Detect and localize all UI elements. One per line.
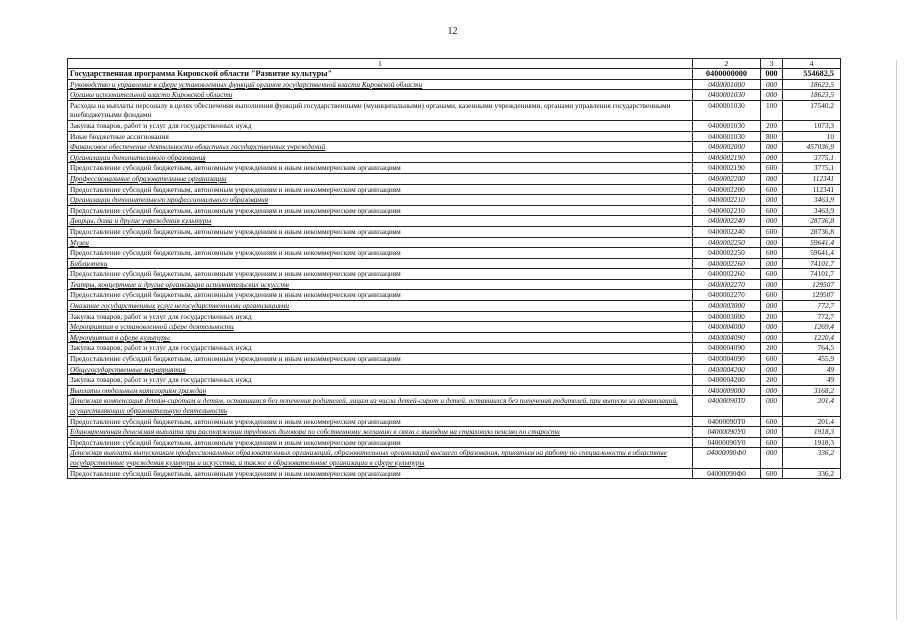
- row-name: Закупка товаров, работ и услуг для государственных нужд: [68, 375, 693, 386]
- row-expense-type: 800: [761, 131, 783, 142]
- table-row: [68, 184, 841, 195]
- row-name: Мероприятия в сфере культуры: [68, 332, 693, 343]
- row-name: Общегосударственные мероприятия: [68, 364, 693, 375]
- row-amount: 772,7: [783, 301, 841, 312]
- table-row: [68, 468, 841, 479]
- row-expense-type: 000: [761, 332, 783, 343]
- row-expense-type: 000: [761, 396, 783, 416]
- row-name: Предоставление субсидий бюджетным, автономным учреждениям и иным некоммерческим организациям: [68, 184, 693, 195]
- row-amount: 59641,4: [783, 237, 841, 248]
- row-expense-type: 200: [761, 375, 783, 386]
- row-amount: 74101,7: [783, 269, 841, 280]
- row-amount: 1269,4: [783, 322, 841, 333]
- row-code: 04000090Т0: [693, 396, 761, 416]
- row-code: 0400002000: [693, 142, 761, 153]
- row-name: Мероприятия в установленной сфере деятельности: [68, 322, 693, 333]
- row-amount: 764,5: [783, 343, 841, 354]
- row-amount: 49: [783, 364, 841, 375]
- row-name: Предоставление субсидий бюджетным, автономным учреждениям и иным некоммерческим организациям: [68, 163, 693, 174]
- row-amount: 1220,4: [783, 332, 841, 343]
- table-row: [68, 290, 841, 301]
- row-expense-type: 000: [761, 79, 783, 90]
- table-row: [68, 269, 841, 280]
- row-code: 0400002210: [693, 195, 761, 206]
- row-name: Библиотеки: [68, 258, 693, 269]
- header-col-1: 1: [68, 59, 693, 69]
- row-amount: 455,9: [783, 354, 841, 365]
- table-row: [68, 354, 841, 365]
- table-row: [68, 195, 841, 206]
- row-expense-type: 000: [761, 448, 783, 468]
- row-code: 0400002200: [693, 184, 761, 195]
- row-code: 0400001000: [693, 79, 761, 90]
- table-row: [68, 142, 841, 153]
- row-amount: 336,2: [783, 468, 841, 479]
- row-name: Предоставление субсидий бюджетным, автономным учреждениям и иным некоммерческим организациям: [68, 205, 693, 216]
- row-name: Единовременная денежная выплата при расторжении трудового договора по собственному желанию в связи с выходом на страховую пенсию по старости: [68, 427, 693, 438]
- table-row: [68, 226, 841, 237]
- row-amount: 28736,8: [783, 216, 841, 227]
- table-row: [68, 90, 841, 101]
- row-amount: 3775,1: [783, 163, 841, 174]
- row-amount: 554682,5: [783, 69, 841, 80]
- row-expense-type: 000: [761, 142, 783, 153]
- row-code: 0400001030: [693, 90, 761, 101]
- table-row: [68, 237, 841, 248]
- table-row: [68, 216, 841, 227]
- row-expense-type: 200: [761, 311, 783, 322]
- row-code: 04000090Ф0: [693, 448, 761, 468]
- row-amount: 112341: [783, 173, 841, 184]
- row-code: 0400002240: [693, 226, 761, 237]
- table-row: [68, 364, 841, 375]
- row-amount: 336,2: [783, 448, 841, 468]
- table-row: [68, 322, 841, 333]
- row-expense-type: 000: [761, 152, 783, 163]
- row-expense-type: 600: [761, 163, 783, 174]
- table-row: [68, 131, 841, 142]
- row-code: 04000090У0: [693, 437, 761, 448]
- row-amount: 112341: [783, 184, 841, 195]
- row-amount: 3463,9: [783, 205, 841, 216]
- row-code: 0400002190: [693, 152, 761, 163]
- row-name: Закупка товаров, работ и услуг для государственных нужд: [68, 120, 693, 131]
- row-code: 0400009000: [693, 385, 761, 396]
- row-name: Денежная компенсация детям-сиротам и детям, оставшимся без попечения родителей, лицам из числа детей-сирот и детей, оставшихся без попечения родителей, при выпуске из организаций, осуществляющих образовательную деятельность: [68, 396, 693, 416]
- row-name: Органы исполнительной власти Кировской области: [68, 90, 693, 101]
- table-row: [68, 311, 841, 322]
- row-expense-type: 600: [761, 416, 783, 427]
- row-name: Театры, концертные и другие организации исполнительских искусств: [68, 279, 693, 290]
- row-expense-type: 000: [761, 301, 783, 312]
- table-row: [68, 385, 841, 396]
- row-code: 0400002240: [693, 216, 761, 227]
- table-header-row: [68, 59, 841, 69]
- row-expense-type: 600: [761, 269, 783, 280]
- table-row: [68, 100, 841, 120]
- row-expense-type: 000: [761, 173, 783, 184]
- row-code: 0400004090: [693, 332, 761, 343]
- row-code: 0400002210: [693, 205, 761, 216]
- row-expense-type: 000: [761, 216, 783, 227]
- row-expense-type: 200: [761, 343, 783, 354]
- row-expense-type: 200: [761, 120, 783, 131]
- row-code: 0400001030: [693, 100, 761, 120]
- budget-table-body: [68, 59, 841, 479]
- row-code: 04000090Т0: [693, 416, 761, 427]
- page-number: 12: [447, 26, 458, 37]
- row-code: 0400004090: [693, 354, 761, 365]
- row-code: 04000090Ф0: [693, 468, 761, 479]
- table-row: [68, 448, 841, 468]
- header-col-3: 3: [761, 59, 783, 69]
- row-name: Предоставление субсидий бюджетным, автономным учреждениям и иным некоммерческим организациям: [68, 269, 693, 280]
- row-expense-type: 000: [761, 427, 783, 438]
- table-row: [68, 163, 841, 174]
- row-expense-type: 600: [761, 226, 783, 237]
- row-name: Организации дополнительного образования: [68, 152, 693, 163]
- row-name: Предоставление субсидий бюджетным, автономным учреждениям и иным некоммерческим организациям: [68, 354, 693, 365]
- row-code: 0400002250: [693, 237, 761, 248]
- row-expense-type: 600: [761, 205, 783, 216]
- row-amount: 201,4: [783, 396, 841, 416]
- table-row: [68, 332, 841, 343]
- row-name: Государственная программа Кировской области "Развитие культуры": [68, 69, 693, 80]
- table-row: [68, 437, 841, 448]
- table-row: [68, 173, 841, 184]
- row-code: 0400002270: [693, 279, 761, 290]
- row-name: Предоставление субсидий бюджетным, автономным учреждениям и иным некоммерческим организациям: [68, 416, 693, 427]
- row-name: Музеи: [68, 237, 693, 248]
- row-amount: 18623,5: [783, 90, 841, 101]
- row-name: Дворцы, дома и другие учреждения культуры: [68, 216, 693, 227]
- row-amount: 28736,8: [783, 226, 841, 237]
- row-code: 0400002200: [693, 173, 761, 184]
- row-amount: 3168,2: [783, 385, 841, 396]
- row-expense-type: 000: [761, 90, 783, 101]
- row-amount: 1073,3: [783, 120, 841, 131]
- table-row: [68, 120, 841, 131]
- row-amount: 49: [783, 375, 841, 386]
- row-code: 0400003000: [693, 301, 761, 312]
- row-expense-type: 600: [761, 248, 783, 259]
- table-row: [68, 301, 841, 312]
- row-amount: 74101,7: [783, 258, 841, 269]
- row-name: Предоставление субсидий бюджетным, автономным учреждениям и иным некоммерческим организациям: [68, 226, 693, 237]
- table-row: [68, 343, 841, 354]
- row-name: Организации дополнительного профессионального образования: [68, 195, 693, 206]
- row-code: 0400001030: [693, 131, 761, 142]
- row-name: Профессиональные образовательные организации: [68, 173, 693, 184]
- row-expense-type: 000: [761, 195, 783, 206]
- row-code: 0400002260: [693, 269, 761, 280]
- row-name: Финансовое обеспечение деятельности областных государственных учреждений: [68, 142, 693, 153]
- table-row: [68, 416, 841, 427]
- row-expense-type: 000: [761, 322, 783, 333]
- row-amount: 129507: [783, 290, 841, 301]
- row-amount: 129507: [783, 279, 841, 290]
- row-code: 0400001030: [693, 120, 761, 131]
- row-code: 0400002250: [693, 248, 761, 259]
- table-row: [68, 152, 841, 163]
- row-code: 04000090У0: [693, 427, 761, 438]
- row-code: 0400004090: [693, 343, 761, 354]
- row-expense-type: 000: [761, 237, 783, 248]
- row-amount: 18623,5: [783, 79, 841, 90]
- row-code: 0400002190: [693, 163, 761, 174]
- row-amount: 1918,3: [783, 437, 841, 448]
- row-amount: 59641,4: [783, 248, 841, 259]
- row-expense-type: 100: [761, 100, 783, 120]
- table-row: [68, 427, 841, 438]
- table-row: [68, 258, 841, 269]
- row-amount: 3775,1: [783, 152, 841, 163]
- row-expense-type: 600: [761, 468, 783, 479]
- row-expense-type: 600: [761, 437, 783, 448]
- row-name: Закупка товаров, работ и услуг для государственных нужд: [68, 343, 693, 354]
- row-code: 0400002270: [693, 290, 761, 301]
- row-name: Выплаты отдельным категориям граждан: [68, 385, 693, 396]
- row-name: Иные бюджетные ассигнования: [68, 131, 693, 142]
- row-amount: 3463,9: [783, 195, 841, 206]
- row-name: Денежная выплата выпускникам профессиональных образовательных организаций, образовательных организаций высшего образования, принятым на работу по специальности в областные государственные учреждения культуры и искусства, а также в образовательные организации в сфере культуры: [68, 448, 693, 468]
- row-name: Оказание государственных услуг негосударственными организациями: [68, 301, 693, 312]
- row-expense-type: 000: [761, 385, 783, 396]
- row-name: Закупка товаров, работ и услуг для государственных нужд: [68, 311, 693, 322]
- row-amount: 17540,2: [783, 100, 841, 120]
- table-row: [68, 375, 841, 386]
- header-col-2: 2: [693, 59, 761, 69]
- row-name: Предоставление субсидий бюджетным, автономным учреждениям и иным некоммерческим организациям: [68, 468, 693, 479]
- table-row: [68, 205, 841, 216]
- row-code: 0400004000: [693, 322, 761, 333]
- row-code: 0400003000: [693, 311, 761, 322]
- row-name: Предоставление субсидий бюджетным, автономным учреждениям и иным некоммерческим организациям: [68, 248, 693, 259]
- row-name: Предоставление субсидий бюджетным, автономным учреждениям и иным некоммерческим организациям: [68, 437, 693, 448]
- row-code: 0400002260: [693, 258, 761, 269]
- table-row: [68, 279, 841, 290]
- row-expense-type: 000: [761, 279, 783, 290]
- table-row: [68, 396, 841, 416]
- table-row: [68, 69, 841, 80]
- row-amount: 201,4: [783, 416, 841, 427]
- row-expense-type: 600: [761, 354, 783, 365]
- table-row: [68, 248, 841, 259]
- row-amount: 772,7: [783, 311, 841, 322]
- row-name: Руководство и управление в сфере установленных функций органов государственной власти Кировской области: [68, 79, 693, 90]
- row-expense-type: 600: [761, 290, 783, 301]
- row-name: Предоставление субсидий бюджетным, автономным учреждениям и иным некоммерческим организациям: [68, 290, 693, 301]
- row-amount: 457036,9: [783, 142, 841, 153]
- row-expense-type: 000: [761, 69, 783, 80]
- row-expense-type: 600: [761, 184, 783, 195]
- row-expense-type: 000: [761, 258, 783, 269]
- row-code: 0400004200: [693, 364, 761, 375]
- row-code: 0400004200: [693, 375, 761, 386]
- header-col-4: 4: [783, 59, 841, 69]
- row-amount: 10: [783, 131, 841, 142]
- budget-table: [67, 58, 841, 479]
- row-amount: 1918,3: [783, 427, 841, 438]
- row-code: 0400000000: [693, 69, 761, 80]
- page-edge-line: [896, 60, 897, 620]
- table-row: [68, 79, 841, 90]
- row-name: Расходы на выплаты персоналу в целях обеспечения выполнения функций государственными (муниципальными) органами, казенными учреждениями, органами управления государственными внебюджетными фондами: [68, 100, 693, 120]
- row-expense-type: 000: [761, 364, 783, 375]
